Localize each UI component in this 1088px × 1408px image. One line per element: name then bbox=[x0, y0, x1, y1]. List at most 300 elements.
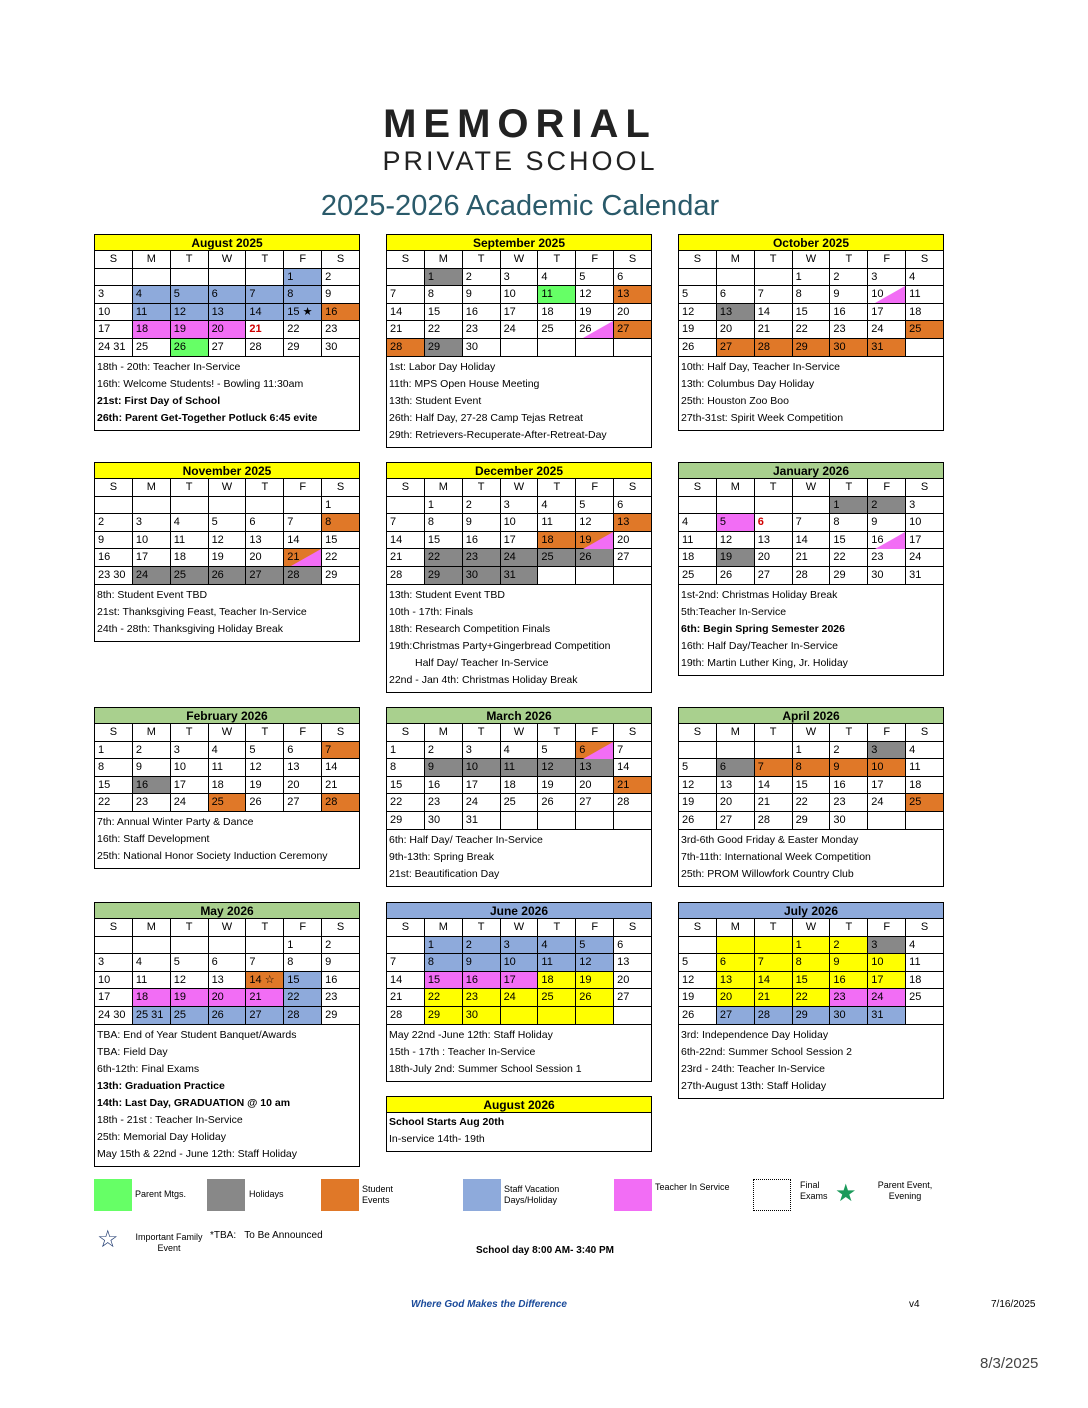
weekday-header: M bbox=[425, 479, 463, 497]
day-number: 25 31 bbox=[135, 1008, 164, 1021]
day-number: 1 bbox=[98, 743, 105, 756]
weekday-header: S bbox=[906, 251, 944, 269]
day-number: 25 bbox=[173, 568, 186, 581]
day-cell bbox=[793, 567, 831, 585]
day-number: 11 bbox=[211, 761, 223, 774]
weekday-header: M bbox=[717, 479, 755, 497]
note: 18th: Research Competition Finals bbox=[389, 622, 551, 635]
day-number: 25 bbox=[541, 991, 554, 1004]
legend-swatch-student bbox=[321, 1179, 359, 1211]
day-cell bbox=[501, 1007, 539, 1025]
day-number: 3 bbox=[503, 938, 510, 951]
weekday-header: T bbox=[830, 251, 868, 269]
day-cell bbox=[501, 812, 539, 830]
day-number: 12 bbox=[173, 305, 186, 318]
day-cell bbox=[538, 989, 576, 1007]
month-3 bbox=[94, 462, 360, 642]
day-cell bbox=[284, 321, 322, 339]
note: 13th: Student Event bbox=[389, 394, 482, 407]
day-cell bbox=[717, 321, 755, 339]
day-cell bbox=[133, 972, 171, 990]
month-9 bbox=[94, 902, 360, 1167]
day-cell bbox=[538, 972, 576, 990]
day-number: 7 bbox=[757, 956, 764, 969]
day-cell bbox=[830, 339, 868, 357]
day-cell bbox=[576, 321, 614, 339]
day-cell bbox=[171, 339, 209, 357]
day-cell bbox=[576, 759, 614, 777]
day-number: 8 bbox=[287, 956, 294, 969]
day-number: 13 bbox=[757, 533, 770, 546]
day-cell bbox=[614, 532, 652, 550]
day-cell bbox=[906, 497, 944, 515]
day-number: 10 bbox=[98, 973, 111, 986]
day-number: 27 bbox=[617, 323, 630, 336]
day-number: 25 bbox=[135, 340, 149, 353]
day-cell bbox=[209, 514, 247, 532]
day-number: 9 bbox=[833, 288, 840, 301]
weekday-header: T bbox=[755, 479, 793, 497]
day-cell bbox=[576, 304, 614, 322]
day-number: 11 bbox=[541, 288, 553, 301]
day-number: 22 bbox=[427, 991, 441, 1004]
day-cell bbox=[793, 794, 831, 812]
day-cell bbox=[576, 954, 614, 972]
day-cell bbox=[463, 989, 501, 1007]
day-number: 13 bbox=[211, 973, 224, 986]
day-cell bbox=[387, 759, 425, 777]
weekday-header: S bbox=[95, 479, 133, 497]
note: 21st: First Day of School bbox=[97, 394, 221, 407]
day-number: 31 bbox=[871, 1008, 884, 1021]
day-cell bbox=[501, 954, 539, 972]
day-cell bbox=[133, 777, 171, 795]
day-number: 12 bbox=[579, 956, 592, 969]
day-number: 19 bbox=[682, 323, 695, 336]
day-cell bbox=[171, 304, 209, 322]
day-cell bbox=[171, 742, 209, 760]
note: 25th: Memorial Day Holiday bbox=[97, 1130, 226, 1143]
day-number: 7 bbox=[325, 743, 332, 756]
day-cell bbox=[322, 759, 360, 777]
weekday-header: W bbox=[793, 919, 831, 937]
day-cell bbox=[830, 937, 868, 955]
day-number: 29 bbox=[427, 568, 441, 581]
day-cell bbox=[95, 321, 133, 339]
day-number: 13 bbox=[617, 288, 630, 301]
day-number: 17 bbox=[871, 973, 884, 986]
day-cell bbox=[679, 321, 717, 339]
day-cell bbox=[906, 794, 944, 812]
legend-swatch-teacher bbox=[614, 1179, 652, 1211]
day-number: 31 bbox=[503, 568, 516, 581]
day-number: 23 bbox=[833, 991, 846, 1004]
day-cell bbox=[246, 742, 284, 760]
day-number: 24 31 bbox=[98, 340, 126, 353]
day-cell bbox=[284, 514, 322, 532]
day-cell bbox=[906, 321, 944, 339]
day-number: 30 bbox=[325, 340, 338, 353]
day-number: 1 bbox=[427, 270, 434, 283]
day-number: 8 bbox=[98, 761, 105, 774]
day-cell bbox=[246, 321, 284, 339]
day-cell bbox=[755, 937, 793, 955]
day-cell bbox=[755, 339, 793, 357]
weekday-header: S bbox=[679, 724, 717, 742]
day-number: 25 bbox=[909, 323, 922, 336]
day-number: 17 bbox=[465, 778, 478, 791]
day-number: 13 bbox=[579, 761, 592, 774]
day-cell bbox=[868, 339, 906, 357]
day-cell bbox=[387, 567, 425, 585]
day-cell bbox=[425, 1007, 463, 1025]
day-cell bbox=[830, 286, 868, 304]
day-cell bbox=[538, 269, 576, 287]
day-cell bbox=[793, 759, 831, 777]
day-number: 4 bbox=[211, 743, 218, 756]
day-number: 8 bbox=[795, 761, 802, 774]
day-cell bbox=[755, 304, 793, 322]
note: 16th: Welcome Students! - Bowling 11:30am bbox=[97, 377, 304, 390]
day-cell bbox=[538, 514, 576, 532]
day-cell bbox=[679, 567, 717, 585]
day-number: 3 bbox=[503, 498, 510, 511]
day-cell bbox=[830, 269, 868, 287]
day-cell bbox=[425, 549, 463, 567]
day-number: 9 bbox=[325, 288, 332, 301]
day-cell bbox=[830, 1007, 868, 1025]
day-number: 24 bbox=[871, 991, 884, 1004]
note: 7th-11th: International Week Competition bbox=[681, 850, 871, 863]
day-cell bbox=[501, 972, 539, 990]
weekday-header: W bbox=[209, 919, 247, 937]
month-title: August 2026 bbox=[386, 1096, 652, 1113]
day-number: 22 bbox=[427, 323, 441, 336]
day-number: 3 bbox=[503, 270, 510, 283]
day-number: 19 bbox=[579, 973, 592, 986]
note: 8th: Student Event TBD bbox=[97, 588, 208, 601]
day-cell bbox=[95, 989, 133, 1007]
day-cell bbox=[755, 759, 793, 777]
day-cell bbox=[171, 794, 209, 812]
note: 21st: Thanksgiving Feast, Teacher In-Service bbox=[97, 605, 307, 618]
day-cell bbox=[679, 989, 717, 1007]
day-cell bbox=[246, 567, 284, 585]
day-number: 21 bbox=[249, 991, 262, 1004]
note: TBA: Field Day bbox=[97, 1045, 168, 1058]
day-number: 13 bbox=[719, 305, 733, 318]
day-number: 13 bbox=[719, 973, 733, 986]
day-number: 27 bbox=[719, 1008, 733, 1021]
day-cell bbox=[538, 812, 576, 830]
day-cell bbox=[463, 339, 501, 357]
day-number: 17 bbox=[173, 778, 186, 791]
day-number: 24 bbox=[871, 323, 884, 336]
day-number: 12 bbox=[579, 516, 592, 529]
weekday-header: F bbox=[284, 251, 322, 269]
weekday-header: S bbox=[614, 479, 652, 497]
day-number: 14 bbox=[390, 533, 403, 546]
weekday-header: S bbox=[387, 479, 425, 497]
day-cell bbox=[171, 532, 209, 550]
day-cell bbox=[830, 812, 868, 830]
weekday-header: M bbox=[133, 724, 171, 742]
note: 5th:Teacher In-Service bbox=[681, 605, 787, 618]
weekday-header: M bbox=[133, 919, 171, 937]
day-number: 27 bbox=[211, 340, 224, 353]
day-cell bbox=[133, 794, 171, 812]
day-cell bbox=[209, 339, 247, 357]
day-cell bbox=[614, 937, 652, 955]
day-cell bbox=[463, 567, 501, 585]
day-cell bbox=[717, 1007, 755, 1025]
day-cell bbox=[793, 549, 831, 567]
day-number: 2 bbox=[833, 743, 840, 756]
day-cell bbox=[284, 1007, 322, 1025]
note: 13th: Columbus Day Holiday bbox=[681, 377, 815, 390]
day-number: 4 bbox=[541, 270, 548, 283]
day-cell bbox=[755, 989, 793, 1007]
day-cell bbox=[906, 972, 944, 990]
day-cell bbox=[906, 304, 944, 322]
day-cell bbox=[209, 937, 247, 955]
day-number: 15 ★ bbox=[287, 305, 313, 318]
day-cell bbox=[755, 269, 793, 287]
day-cell bbox=[284, 567, 322, 585]
day-number: 3 bbox=[909, 498, 916, 511]
weekday-header: M bbox=[133, 479, 171, 497]
day-cell bbox=[95, 497, 133, 515]
day-cell bbox=[425, 304, 463, 322]
day-number: 5 bbox=[682, 288, 689, 301]
day-cell bbox=[463, 794, 501, 812]
day-cell bbox=[95, 777, 133, 795]
day-number: 13 bbox=[719, 778, 733, 791]
weekday-header: M bbox=[133, 251, 171, 269]
note: 3rd-6th Good Friday & Easter Monday bbox=[681, 833, 859, 846]
weekday-header: T bbox=[538, 919, 576, 937]
day-number: 25 bbox=[682, 568, 695, 581]
day-cell bbox=[95, 549, 133, 567]
day-cell bbox=[95, 304, 133, 322]
month-2 bbox=[678, 234, 944, 431]
weekday-header: T bbox=[755, 919, 793, 937]
day-number: 28 bbox=[390, 568, 403, 581]
weekday-header: T bbox=[830, 479, 868, 497]
day-number: 18 bbox=[909, 973, 922, 986]
day-cell bbox=[209, 497, 247, 515]
day-cell bbox=[868, 742, 906, 760]
day-cell bbox=[425, 742, 463, 760]
weekday-header: T bbox=[463, 479, 501, 497]
day-number: 2 bbox=[465, 270, 472, 283]
day-cell bbox=[246, 532, 284, 550]
day-cell bbox=[463, 549, 501, 567]
day-cell bbox=[246, 989, 284, 1007]
day-cell bbox=[425, 567, 463, 585]
day-cell bbox=[246, 794, 284, 812]
day-number: 21 bbox=[795, 551, 808, 564]
day-number: 9 bbox=[427, 761, 434, 774]
weekday-header: S bbox=[95, 919, 133, 937]
month-title: June 2026 bbox=[386, 902, 652, 919]
day-cell bbox=[538, 759, 576, 777]
day-number: 15 bbox=[287, 973, 300, 986]
note: 23rd - 24th: Teacher In-Service bbox=[681, 1062, 825, 1075]
month-10 bbox=[386, 902, 652, 1082]
version: v4 bbox=[909, 1299, 920, 1310]
day-number: 23 bbox=[427, 796, 441, 809]
day-cell bbox=[793, 1007, 831, 1025]
month-title: May 2026 bbox=[94, 902, 360, 919]
day-cell bbox=[501, 532, 539, 550]
note: 14th: Last Day, GRADUATION @ 10 am bbox=[97, 1096, 291, 1109]
day-cell bbox=[322, 794, 360, 812]
day-cell bbox=[322, 954, 360, 972]
day-cell bbox=[387, 989, 425, 1007]
day-cell bbox=[614, 812, 652, 830]
day-cell bbox=[246, 497, 284, 515]
day-number: 6 bbox=[249, 516, 256, 529]
day-cell bbox=[425, 532, 463, 550]
day-number: 20 bbox=[211, 991, 224, 1004]
day-number: 10 bbox=[503, 516, 516, 529]
day-cell bbox=[171, 549, 209, 567]
day-number: 7 bbox=[757, 761, 764, 774]
month-title: November 2025 bbox=[94, 462, 360, 479]
day-number: 3 bbox=[135, 516, 142, 529]
day-cell bbox=[755, 1007, 793, 1025]
day-number: 7 bbox=[390, 956, 397, 969]
weekday-header: T bbox=[538, 251, 576, 269]
day-cell bbox=[717, 269, 755, 287]
day-cell bbox=[209, 794, 247, 812]
day-number: 19 bbox=[211, 551, 224, 564]
day-cell bbox=[463, 321, 501, 339]
day-number: 6 bbox=[287, 743, 294, 756]
legend-swatch-parent bbox=[94, 1179, 132, 1211]
day-number: 10 bbox=[871, 761, 884, 774]
day-cell bbox=[209, 777, 247, 795]
day-number: 22 bbox=[795, 796, 808, 809]
day-cell bbox=[538, 321, 576, 339]
day-cell bbox=[425, 339, 463, 357]
day-cell bbox=[793, 304, 831, 322]
weekday-header: F bbox=[576, 724, 614, 742]
day-number: 24 bbox=[503, 551, 516, 564]
day-cell bbox=[322, 972, 360, 990]
day-number: 9 bbox=[871, 516, 878, 529]
day-cell bbox=[717, 742, 755, 760]
day-cell bbox=[538, 937, 576, 955]
day-number: 2 bbox=[465, 938, 472, 951]
day-cell bbox=[209, 989, 247, 1007]
day-number: 5 bbox=[682, 956, 689, 969]
day-cell bbox=[868, 497, 906, 515]
day-number: 17 bbox=[98, 323, 111, 336]
month-title: October 2025 bbox=[678, 234, 944, 251]
day-number: 27 bbox=[287, 796, 300, 809]
note: School Starts Aug 20th bbox=[389, 1116, 505, 1128]
day-cell bbox=[463, 742, 501, 760]
day-cell bbox=[171, 954, 209, 972]
day-cell bbox=[717, 339, 755, 357]
note: 25th: National Honor Society Induction Ceremony bbox=[97, 849, 328, 862]
print-date: 8/3/2025 bbox=[980, 1355, 1039, 1372]
day-cell bbox=[133, 567, 171, 585]
day-cell bbox=[171, 514, 209, 532]
day-cell bbox=[614, 567, 652, 585]
day-number: 11 bbox=[682, 533, 694, 546]
day-cell bbox=[95, 339, 133, 357]
month-title: December 2025 bbox=[386, 462, 652, 479]
day-number: 7 bbox=[390, 288, 397, 301]
day-cell bbox=[868, 954, 906, 972]
day-number: 17 bbox=[503, 305, 516, 318]
day-number: 21 bbox=[757, 323, 770, 336]
day-cell bbox=[868, 1007, 906, 1025]
day-cell bbox=[322, 549, 360, 567]
day-cell bbox=[322, 742, 360, 760]
day-cell bbox=[133, 742, 171, 760]
weekday-header: W bbox=[209, 251, 247, 269]
day-cell bbox=[679, 514, 717, 532]
day-number: 18 bbox=[503, 778, 516, 791]
day-number: 9 bbox=[465, 516, 472, 529]
note: 7th: Annual Winter Party & Dance bbox=[97, 815, 254, 828]
day-cell bbox=[793, 937, 831, 955]
day-cell bbox=[614, 269, 652, 287]
day-number: 19 bbox=[682, 991, 695, 1004]
day-number: 15 bbox=[98, 778, 111, 791]
day-number: 14 bbox=[757, 778, 770, 791]
day-cell bbox=[538, 286, 576, 304]
day-cell bbox=[830, 742, 868, 760]
note: 22nd - Jan 4th: Christmas Holiday Break bbox=[389, 673, 578, 686]
weekday-header: S bbox=[95, 251, 133, 269]
day-number: 2 bbox=[325, 270, 332, 283]
day-number: 29 bbox=[795, 813, 808, 826]
day-number: 26 bbox=[579, 551, 592, 564]
day-cell bbox=[679, 812, 717, 830]
day-cell bbox=[209, 954, 247, 972]
day-number: 16 bbox=[833, 973, 846, 986]
day-number: 30 bbox=[465, 340, 478, 353]
day-number: 27 bbox=[617, 551, 630, 564]
day-number: 4 bbox=[909, 270, 916, 283]
day-cell bbox=[95, 794, 133, 812]
day-cell bbox=[387, 777, 425, 795]
day-cell bbox=[322, 532, 360, 550]
day-number: 23 bbox=[465, 991, 478, 1004]
day-cell bbox=[614, 989, 652, 1007]
day-number: 12 bbox=[682, 973, 695, 986]
legend-label-tba: *TBA: To Be Announced bbox=[210, 1230, 323, 1241]
month-0 bbox=[94, 234, 360, 431]
day-cell bbox=[830, 549, 868, 567]
day-number: 6 bbox=[719, 761, 726, 774]
day-number: 13 bbox=[617, 516, 630, 529]
day-cell bbox=[284, 304, 322, 322]
day-cell bbox=[755, 549, 793, 567]
note: 19th: Martin Luther King, Jr. Holiday bbox=[681, 656, 848, 669]
day-cell bbox=[246, 937, 284, 955]
day-number: 27 bbox=[249, 1008, 262, 1021]
note: 26th: Half Day, 27-28 Camp Tejas Retreat bbox=[389, 411, 583, 424]
logo-memorial: MEMORIAL bbox=[383, 102, 657, 146]
day-cell bbox=[246, 954, 284, 972]
day-cell bbox=[793, 972, 831, 990]
